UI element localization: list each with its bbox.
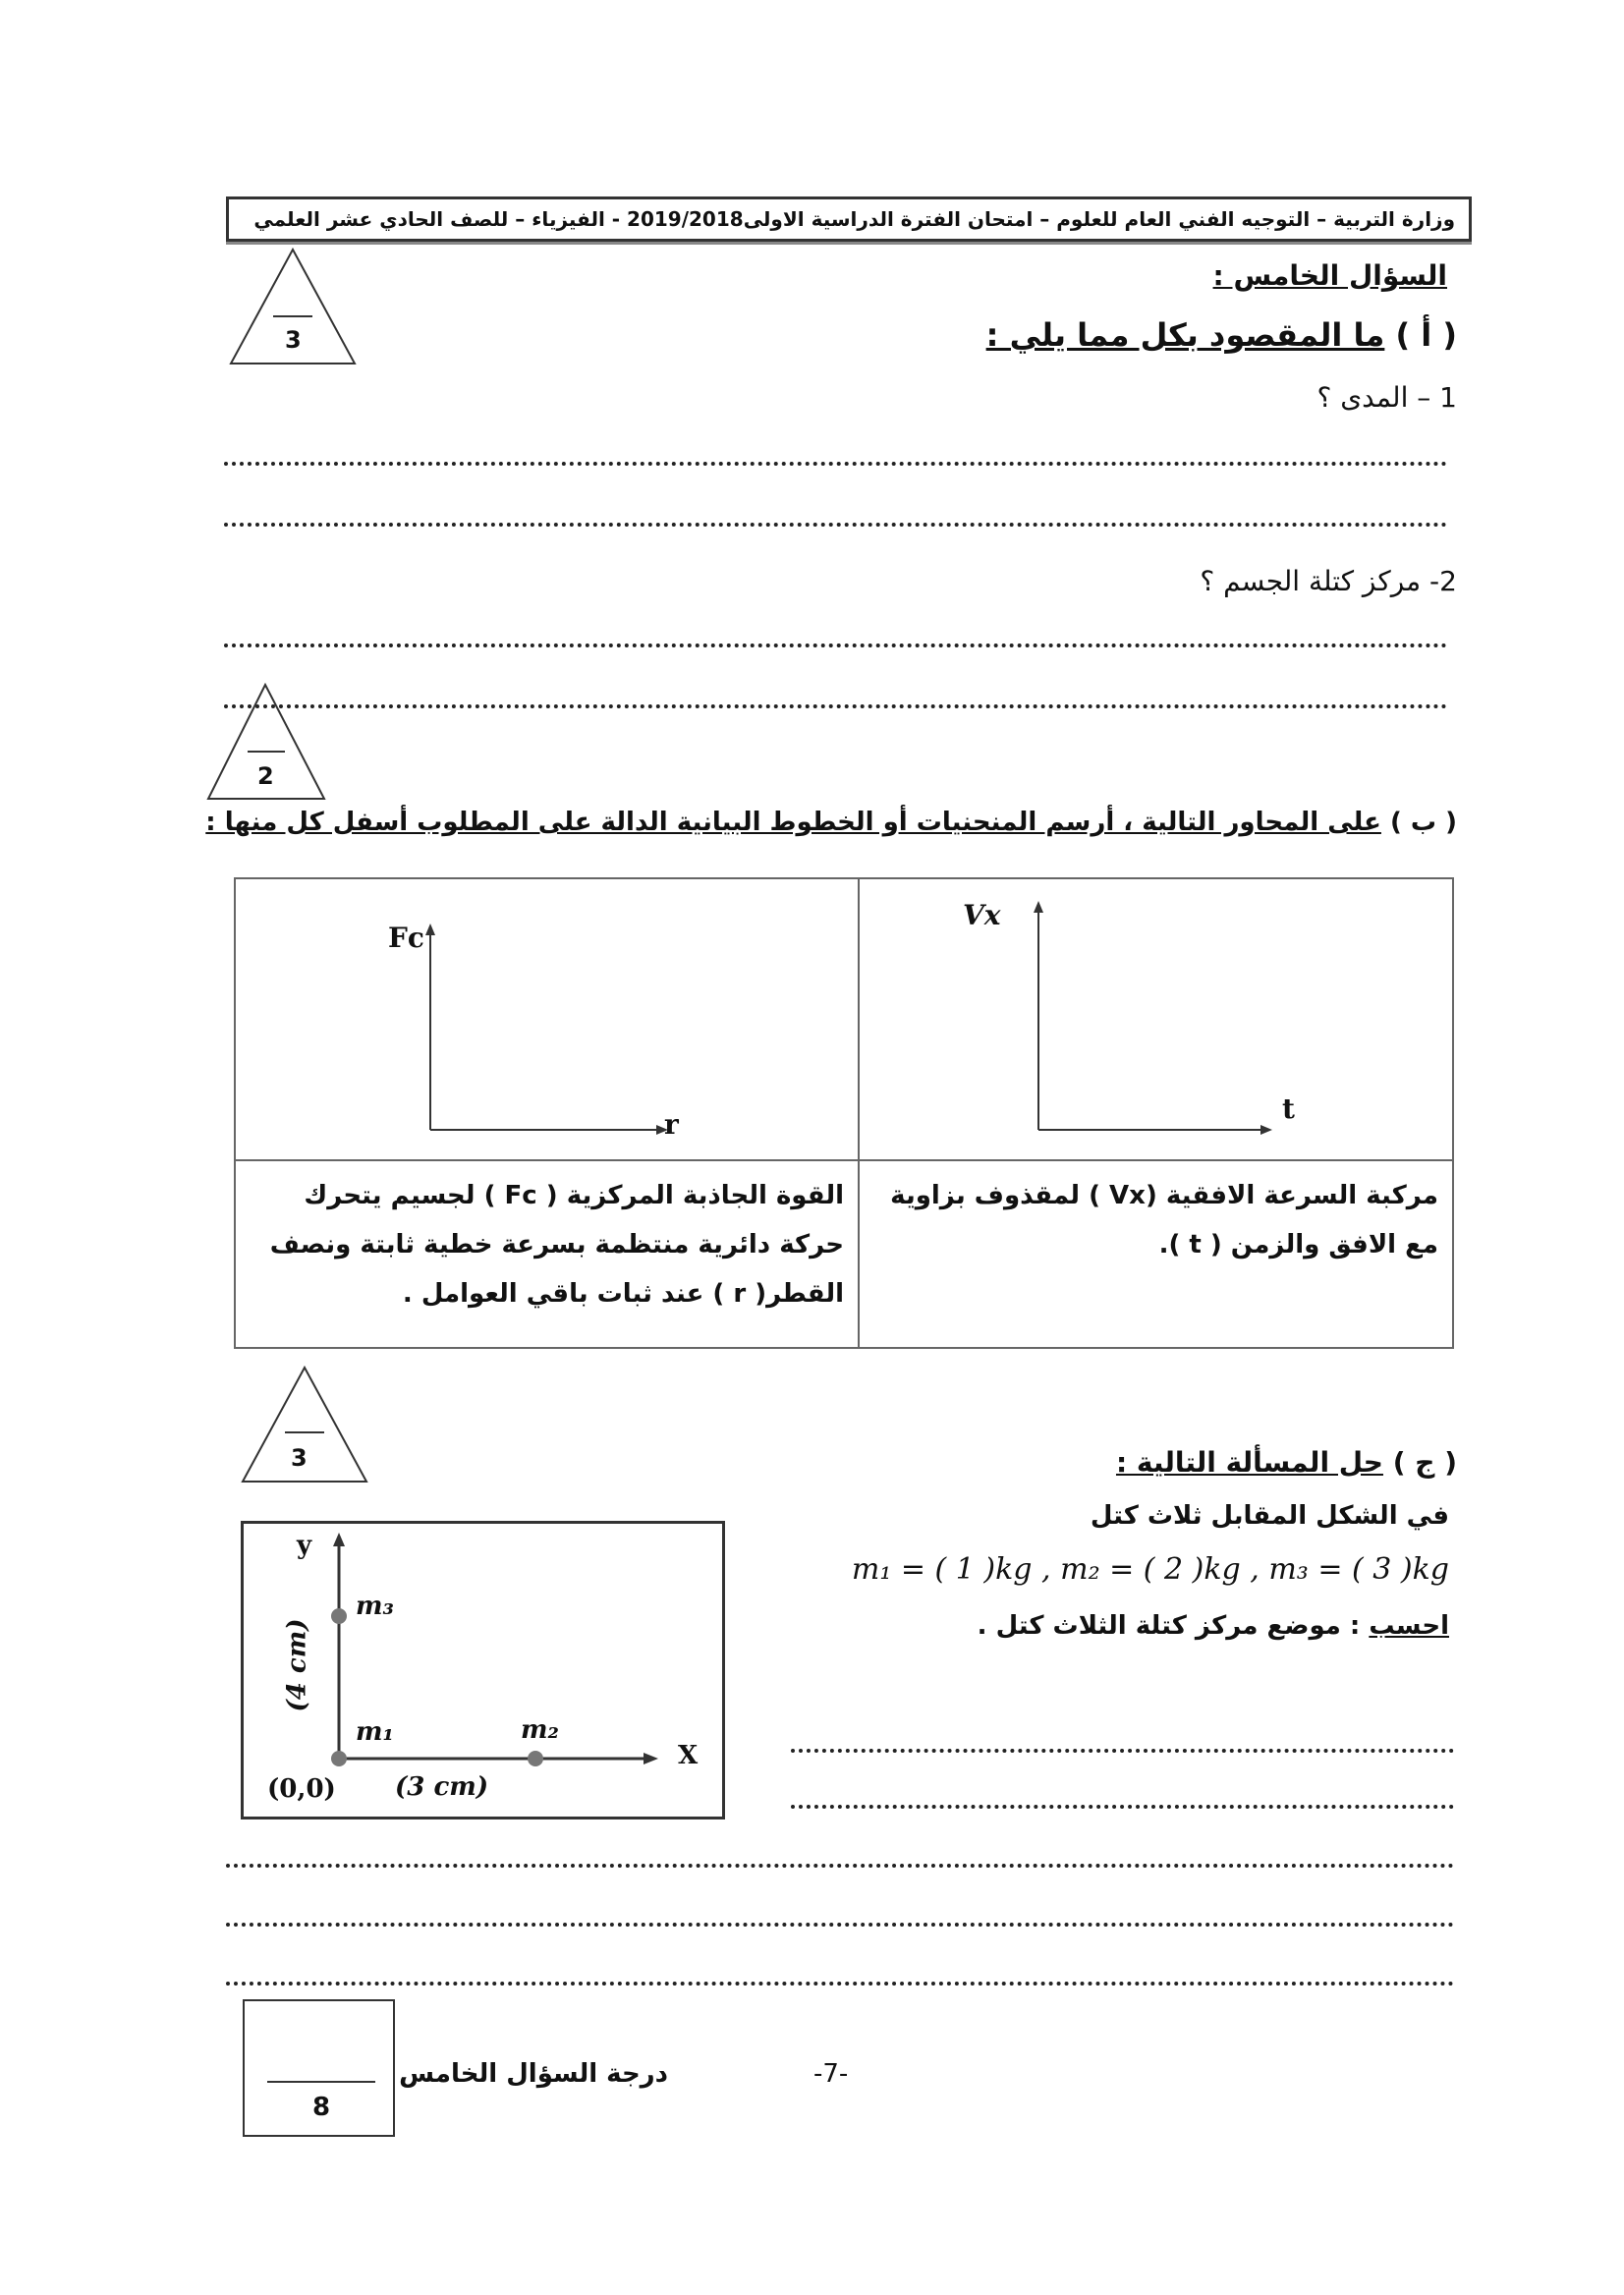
answer-line[interactable] [226,1982,1454,1986]
part-b-marks: 2 [257,762,274,790]
r-axis-label: r [664,1108,679,1141]
vx-t-axes[interactable] [1027,899,1282,1140]
masses-equation: m₁ = ( 1 )kg , m₂ = ( 2 )kg , m₃ = ( 3 )kg [851,1552,1449,1587]
mass-m2-dot [528,1751,543,1766]
part-b-title: على المحاور التالية ، أرسم المنحنيات أو الخطوط البيانية الدالة على المطلوب أسفل كل منها : [205,808,1381,837]
fig-m3: m₃ [356,1592,394,1621]
answer-line[interactable] [224,644,1447,647]
page-number: -7- [813,2059,849,2089]
part-c-line1: في الشكل المقابل ثلاث كتل [1090,1501,1449,1531]
fig-m2: m₂ [521,1715,559,1745]
part-c-marks: 3 [291,1444,308,1472]
answer-line[interactable] [224,704,1447,708]
total-label: درجة السؤال الخامس [399,2059,668,2089]
fig-m1: m₁ [356,1717,394,1747]
fig-x-dist: (3 cm) [395,1772,489,1802]
fig-origin: (0,0) [267,1774,336,1804]
exam-header: وزارة التربية – التوجيه الفني العام للعلوم – امتحان الفترة الدراسية الاولى2019/2018 - الفيزياء – للصف الحادي عشر العلمي [226,196,1472,242]
fig-y-dist: (4 cm) [282,1618,312,1712]
answer-line[interactable] [224,523,1447,527]
part-b-label: ( ب ) [1390,808,1457,837]
part-a-marks: 3 [285,326,302,354]
part-c-label: ( ج ) [1392,1446,1457,1479]
fc-description: القوة الجاذبة المركزية ( Fc ) لجسيم يتحرك حركة دائرية منتظمة بسرعة خطية ثابتة ونصف القطر( r ) عند ثبات باقي العوامل . [269,1181,844,1309]
t-axis-label: t [1282,1092,1295,1125]
answer-line[interactable] [791,1749,1454,1753]
part-a-item-2: 2- مركز كتلة الجسم ؟ [1200,565,1457,597]
answer-line[interactable] [226,1864,1454,1868]
fc-axis-label: Fc [388,922,424,954]
question-title: السؤال الخامس : [1212,259,1447,292]
calc-label: احسب [1369,1611,1449,1641]
part-c-title: حل المسألة التالية : [1115,1446,1383,1479]
fc-r-axes[interactable] [413,924,688,1140]
mass-m3-dot [331,1608,347,1624]
fig-y-label: y [297,1531,312,1560]
calc-text: : موضع مركز كتلة الثلاث كتل . [977,1611,1361,1641]
total-marks: 8 [312,2093,331,2122]
vx-description: مركبة السرعة الافقية (Vx ) لمقذوف بزاوية مع الافق والزمن ( t ). [890,1181,1438,1259]
part-a-title: ما المقصود بكل مما يلي : [985,316,1385,354]
fig-x-label: X [678,1741,699,1770]
vx-axis-label: Vx [963,899,1001,931]
answer-line[interactable] [791,1805,1454,1809]
mass-m1-dot [331,1751,347,1766]
part-a-label: ( أ ) [1395,316,1457,354]
part-a-item-1: 1 – المدى ؟ [1316,381,1457,414]
answer-line[interactable] [226,1923,1454,1927]
answer-line[interactable] [224,462,1447,466]
